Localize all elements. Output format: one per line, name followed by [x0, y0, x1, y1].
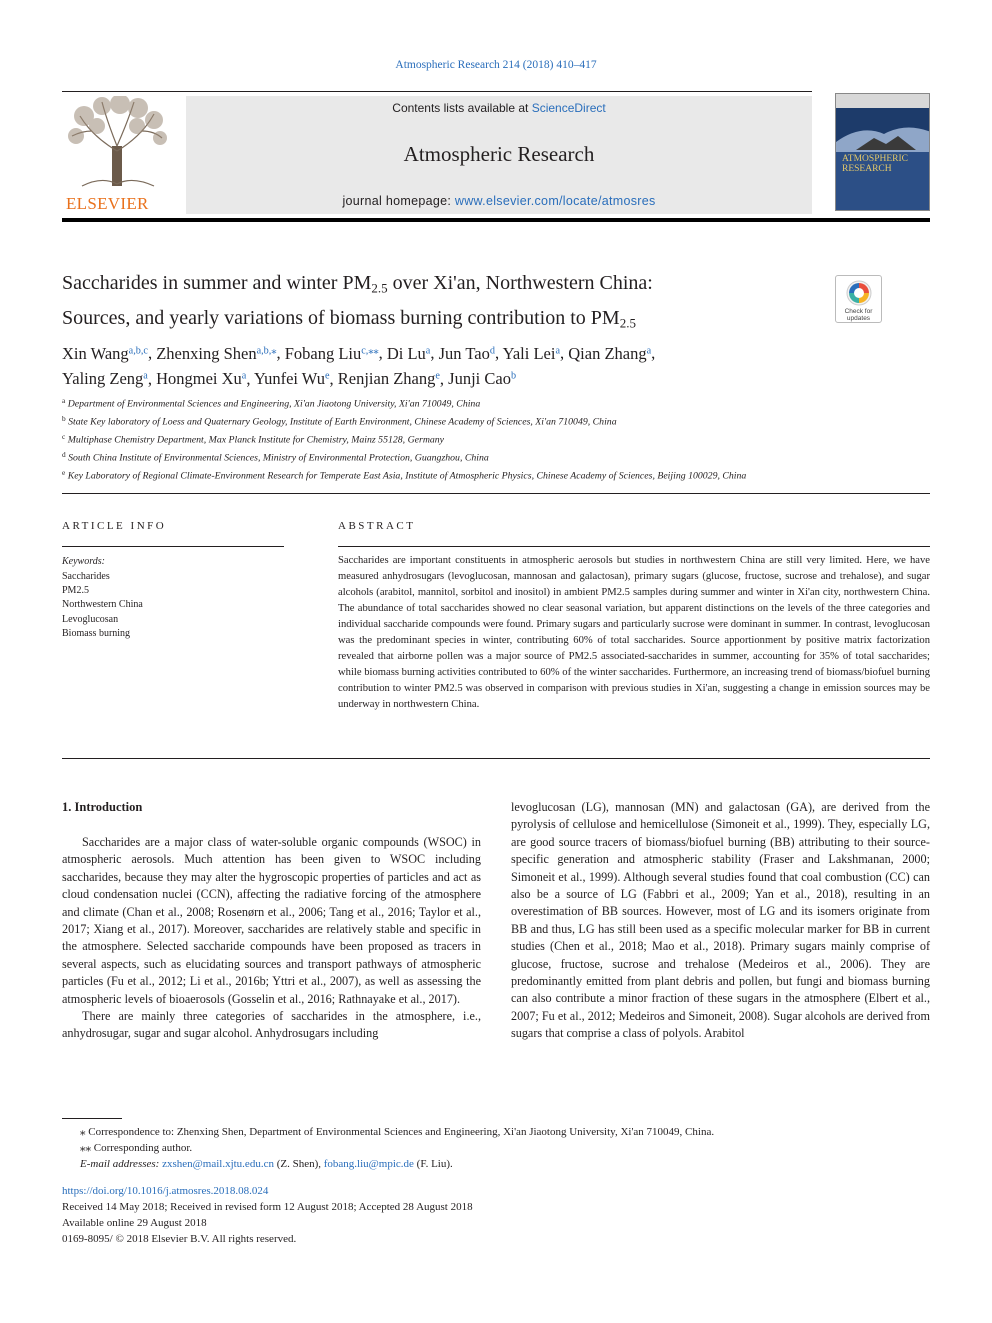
- affiliation: $^a$ Department of Environmental Sciences and Engineering, Xi'an Jiaotong University, Xi'an 710049, China: [62, 396, 481, 410]
- introduction-heading: 1. Introduction: [62, 800, 143, 814]
- affiliation: $^c$ Multiphase Chemistry Department, Max Planck Institute for Chemistry, Mainz 55128, Germany: [62, 431, 445, 446]
- body-paragraph: Saccharides are a major class of water-soluble organic compounds (WSOC) in atmospheric aerosols. Much attention has been given to WSOC including saccharides, because they may alter the hygroscopic properties of particles and act as cloud condensation nuclei (CCN), affecting the radiative forcing of the atmosphere and climate (Chan et al., 2008; Rosenørn et al., 2006; Tang et al., 2016; Taylor et al., 2017; Xiang et al., 2017). Moreover, saccharides are relatively stable and specific in the atmosphere. Selected saccharide compounds have been proposed as tracers in several aspects, such as elucidating sources and transport pathways of atmospheric particles (Fu et al., 2012; Li et al., 2016b; Yttri et al., 2007), as well as assessing the atmospheric levels of bioaerosols (Gosselin et al., 2016; Rathnayake et al., 2017).: [62, 835, 481, 1006]
- keyword: Northwestern China: [62, 599, 143, 611]
- online-date: Available online 29 August 2018: [62, 1217, 207, 1229]
- elsevier-tree-icon: [62, 96, 172, 192]
- abstract-rule: [338, 546, 930, 547]
- check-for-updates-badge[interactable]: [835, 275, 882, 323]
- title-part: Saccharides in summer and winter PM: [62, 272, 372, 294]
- article-info-heading: ARTICLE INFO: [62, 520, 167, 532]
- affiliation: $^b$ State Key laboratory of Loess and Quaternary Geology, Institute of Earth Environment, Chinese Academy of Sciences, Xi'an 710049, China: [62, 413, 617, 428]
- body-paragraph: There are mainly three categories of saccharides in the atmosphere, i.e., anhydrosugar, sugar and sugar alcohol. Anhydrosugars including: [62, 1009, 481, 1041]
- correspondence-note: ⁎ Correspondence to: Zhenxing Shen, Department of Environmental Sciences and Engineering, Xi'an Jiaotong University, Xi'an 710049, China.: [80, 1126, 715, 1138]
- author[interactable]: Di Lu$^a$: [386, 343, 431, 363]
- contents-line: [186, 101, 812, 115]
- publication-info: [62, 1183, 930, 1247]
- author[interactable]: Yali Lei$^a$: [502, 343, 560, 363]
- title-part: over Xi'an, Northwestern China:: [387, 272, 653, 294]
- abstract-text: Saccharides are important constituents in atmospheric aerosols but studies in northwestern China are still very limited. Here, we have measured anhydrosugars (levoglucosan, mannosan and galactosan), primary sugars (glucose, fructose, sucrose and trehalose), and sugar alcohols (arabitol, mannitol, sorbitol and inositol) in ambient PM2.5 samples during summer and winter in Xi'an city, northwestern China. The abundance of total saccharides showed no clear seasonal variation, but apparent distinctions on the levels of the three categories and individual saccharide compounds were found. Primary sugars and particularly sucrose were dominant in summer. In contrast, levoglucosan was the predominant species in winter, contributing 60% of total saccharides. Source apportionment by positive matrix factorization revealed that airborne pollen was a major source of PM2.5 associated-saccharides in summer, accounting for 35% of total saccharides; while biomass burning activities contributed to 60% of the winter saccharides. Furthermore, an increasing trend of biomass/biofuel burning contribution to winter PM2.5 was observed in comparison with previous studies in Xi'an, suggesting a change in emission sources may be underway in northwestern China.: [338, 555, 930, 710]
- keyword: Saccharides: [62, 571, 110, 582]
- cover-art-icon: [836, 94, 930, 211]
- elsevier-logo[interactable]: [62, 96, 172, 214]
- article-title: [62, 268, 822, 339]
- homepage-prefix: journal homepage:: [342, 194, 455, 208]
- header-thick-rule: [62, 218, 930, 222]
- title-subscript: 2.5: [619, 315, 636, 331]
- elsevier-wordmark: ELSEVIER: [66, 194, 149, 213]
- author[interactable]: Zhenxing Shen$^{a,b,⁎}$: [156, 343, 277, 363]
- footnote-rule: [62, 1118, 122, 1119]
- header-rule: [62, 91, 812, 92]
- keyword: Levoglucosan: [62, 613, 119, 625]
- doi-link[interactable]: https://doi.org/10.1016/j.atmosres.2018.08.024: [62, 1185, 269, 1197]
- author[interactable]: Yaling Zeng$^a$: [62, 369, 148, 389]
- title-subscript: 2.5: [371, 280, 388, 296]
- contents-prefix: Contents lists available at: [392, 101, 532, 115]
- author-list: Xin Wang$^{a,b,c}$, Zhenxing Shen$^{a,b,⁎}$, Fobang Liu$^{c,⁎⁎}$, Di Lu$^a$, Jun Tao$^d$, Yali Lei$^a$, Qian Zhang$^a$, Yaling Zeng$^a$, Hongmei Xu$^a$, Yunfei Wu$^e$, Renjian Zhang$^e$, Junji Cao$^b$: [62, 343, 656, 389]
- received-dates: Received 14 May 2018; Received in revised form 12 August 2018; Accepted 28 August 2018: [62, 1201, 473, 1213]
- journal-cover-thumbnail[interactable]: [835, 93, 930, 211]
- body-column-left: [62, 834, 481, 1043]
- corresponding-author-note: ⁎⁎ Corresponding author.: [80, 1142, 193, 1154]
- keyword: PM2.5: [62, 585, 89, 597]
- section-divider: [62, 758, 930, 759]
- author[interactable]: Jun Tao$^d$: [438, 343, 495, 363]
- article-info-rule: [62, 546, 284, 547]
- affiliation-list: [62, 394, 822, 484]
- sciencedirect-link[interactable]: ScienceDirect: [531, 101, 606, 115]
- email-owner: (F. Liu).: [413, 1158, 453, 1170]
- footnotes: [62, 1124, 930, 1172]
- author[interactable]: Fobang Liu$^{c,⁎⁎}$: [284, 343, 379, 363]
- email-link[interactable]: zxshen@mail.xjtu.edu.cn: [162, 1158, 274, 1170]
- cover-title: ATMOSPHERIC RESEARCH: [842, 154, 908, 174]
- affiliation: $^d$ South China Institute of Environmental Sciences, Ministry of Environmental Protection, Guangzhou, China: [62, 449, 489, 464]
- title-part: Sources, and yearly variations of biomass burning contribution to PM: [62, 307, 620, 330]
- section-divider: [62, 493, 930, 494]
- email-label: E-mail addresses:: [80, 1158, 163, 1170]
- crossmark-icon: [846, 280, 872, 306]
- author[interactable]: Renjian Zhang$^e$: [337, 369, 440, 389]
- abstract-heading: ABSTRACT: [338, 520, 416, 532]
- keywords-label: Keywords:: [62, 556, 105, 567]
- journal-reference[interactable]: Atmospheric Research 214 (2018) 410–417: [395, 59, 597, 71]
- check-badge-line2: updates: [846, 315, 871, 322]
- affiliation: $^e$ Key Laboratory of Regional Climate-Environment Research for Temperate East Asia, Institute of Atmospheric Physics, Chinese Academy of Sciences, Beijing 100029, China: [62, 467, 747, 482]
- keyword-list: [62, 570, 143, 641]
- keyword: Biomass burning: [62, 627, 131, 639]
- check-badge-line1: Check for: [844, 308, 873, 315]
- author[interactable]: Yunfei Wu$^e$: [253, 369, 330, 389]
- homepage-link[interactable]: www.elsevier.com/locate/atmosres: [454, 194, 656, 208]
- email-link[interactable]: fobang.liu@mpic.de: [323, 1158, 414, 1170]
- author[interactable]: Xin Wang$^{a,b,c}$: [62, 343, 148, 363]
- copyright: 0169-8095/ © 2018 Elsevier B.V. All rights reserved.: [62, 1233, 297, 1245]
- body-paragraph: levoglucosan (LG), mannosan (MN) and galactosan (GA), are derived from the pyrolysis of cellulose and hemicellulose (Simoneit et al., 1999). They, especially LG, are good source tracers of biomass/biofuel burning (BB) attributing to their source-specific generation and atmospheric stability (Fraser and Lakshmanan, 2000; Simoneit et al., 1999). Although several studies found that coal combustion (CC) can also be a source of LG (Fabbri et al., 2009; Yan et al., 2018), resulting in an overestimation of BB sources. However, most of LG and its isomers originate from BB and thus, LG has still been used as a specific molecular marker for BB in current studies (Chen et al., 2018; Mao et al., 2018). Primary sugars mainly comprise of glucose, fructose, sucrose and trehalose (Medeiros et al., 2006). They are predominantly emitted from plant debris and pollen, but fungi and biomass burning can also contribute a minor fraction of these sugars in the atmosphere (Elbert et al., 2007; Fu et al., 2012; Medeiros and Simoneit, 2008). Sugar alcohols are derived from sugars that comprise a class of polyols. Arabitol: [511, 800, 930, 1041]
- author[interactable]: Qian Zhang$^a$: [568, 343, 652, 363]
- email-line: [62, 1156, 930, 1172]
- author[interactable]: Hongmei Xu$^a$: [156, 369, 247, 389]
- journal-homepage: [186, 194, 812, 208]
- body-column-right: [511, 799, 930, 1043]
- author[interactable]: Junji Cao$^b$: [448, 369, 517, 389]
- journal-title: Atmospheric Research: [403, 142, 595, 166]
- email-owner: (Z. Shen),: [273, 1158, 324, 1170]
